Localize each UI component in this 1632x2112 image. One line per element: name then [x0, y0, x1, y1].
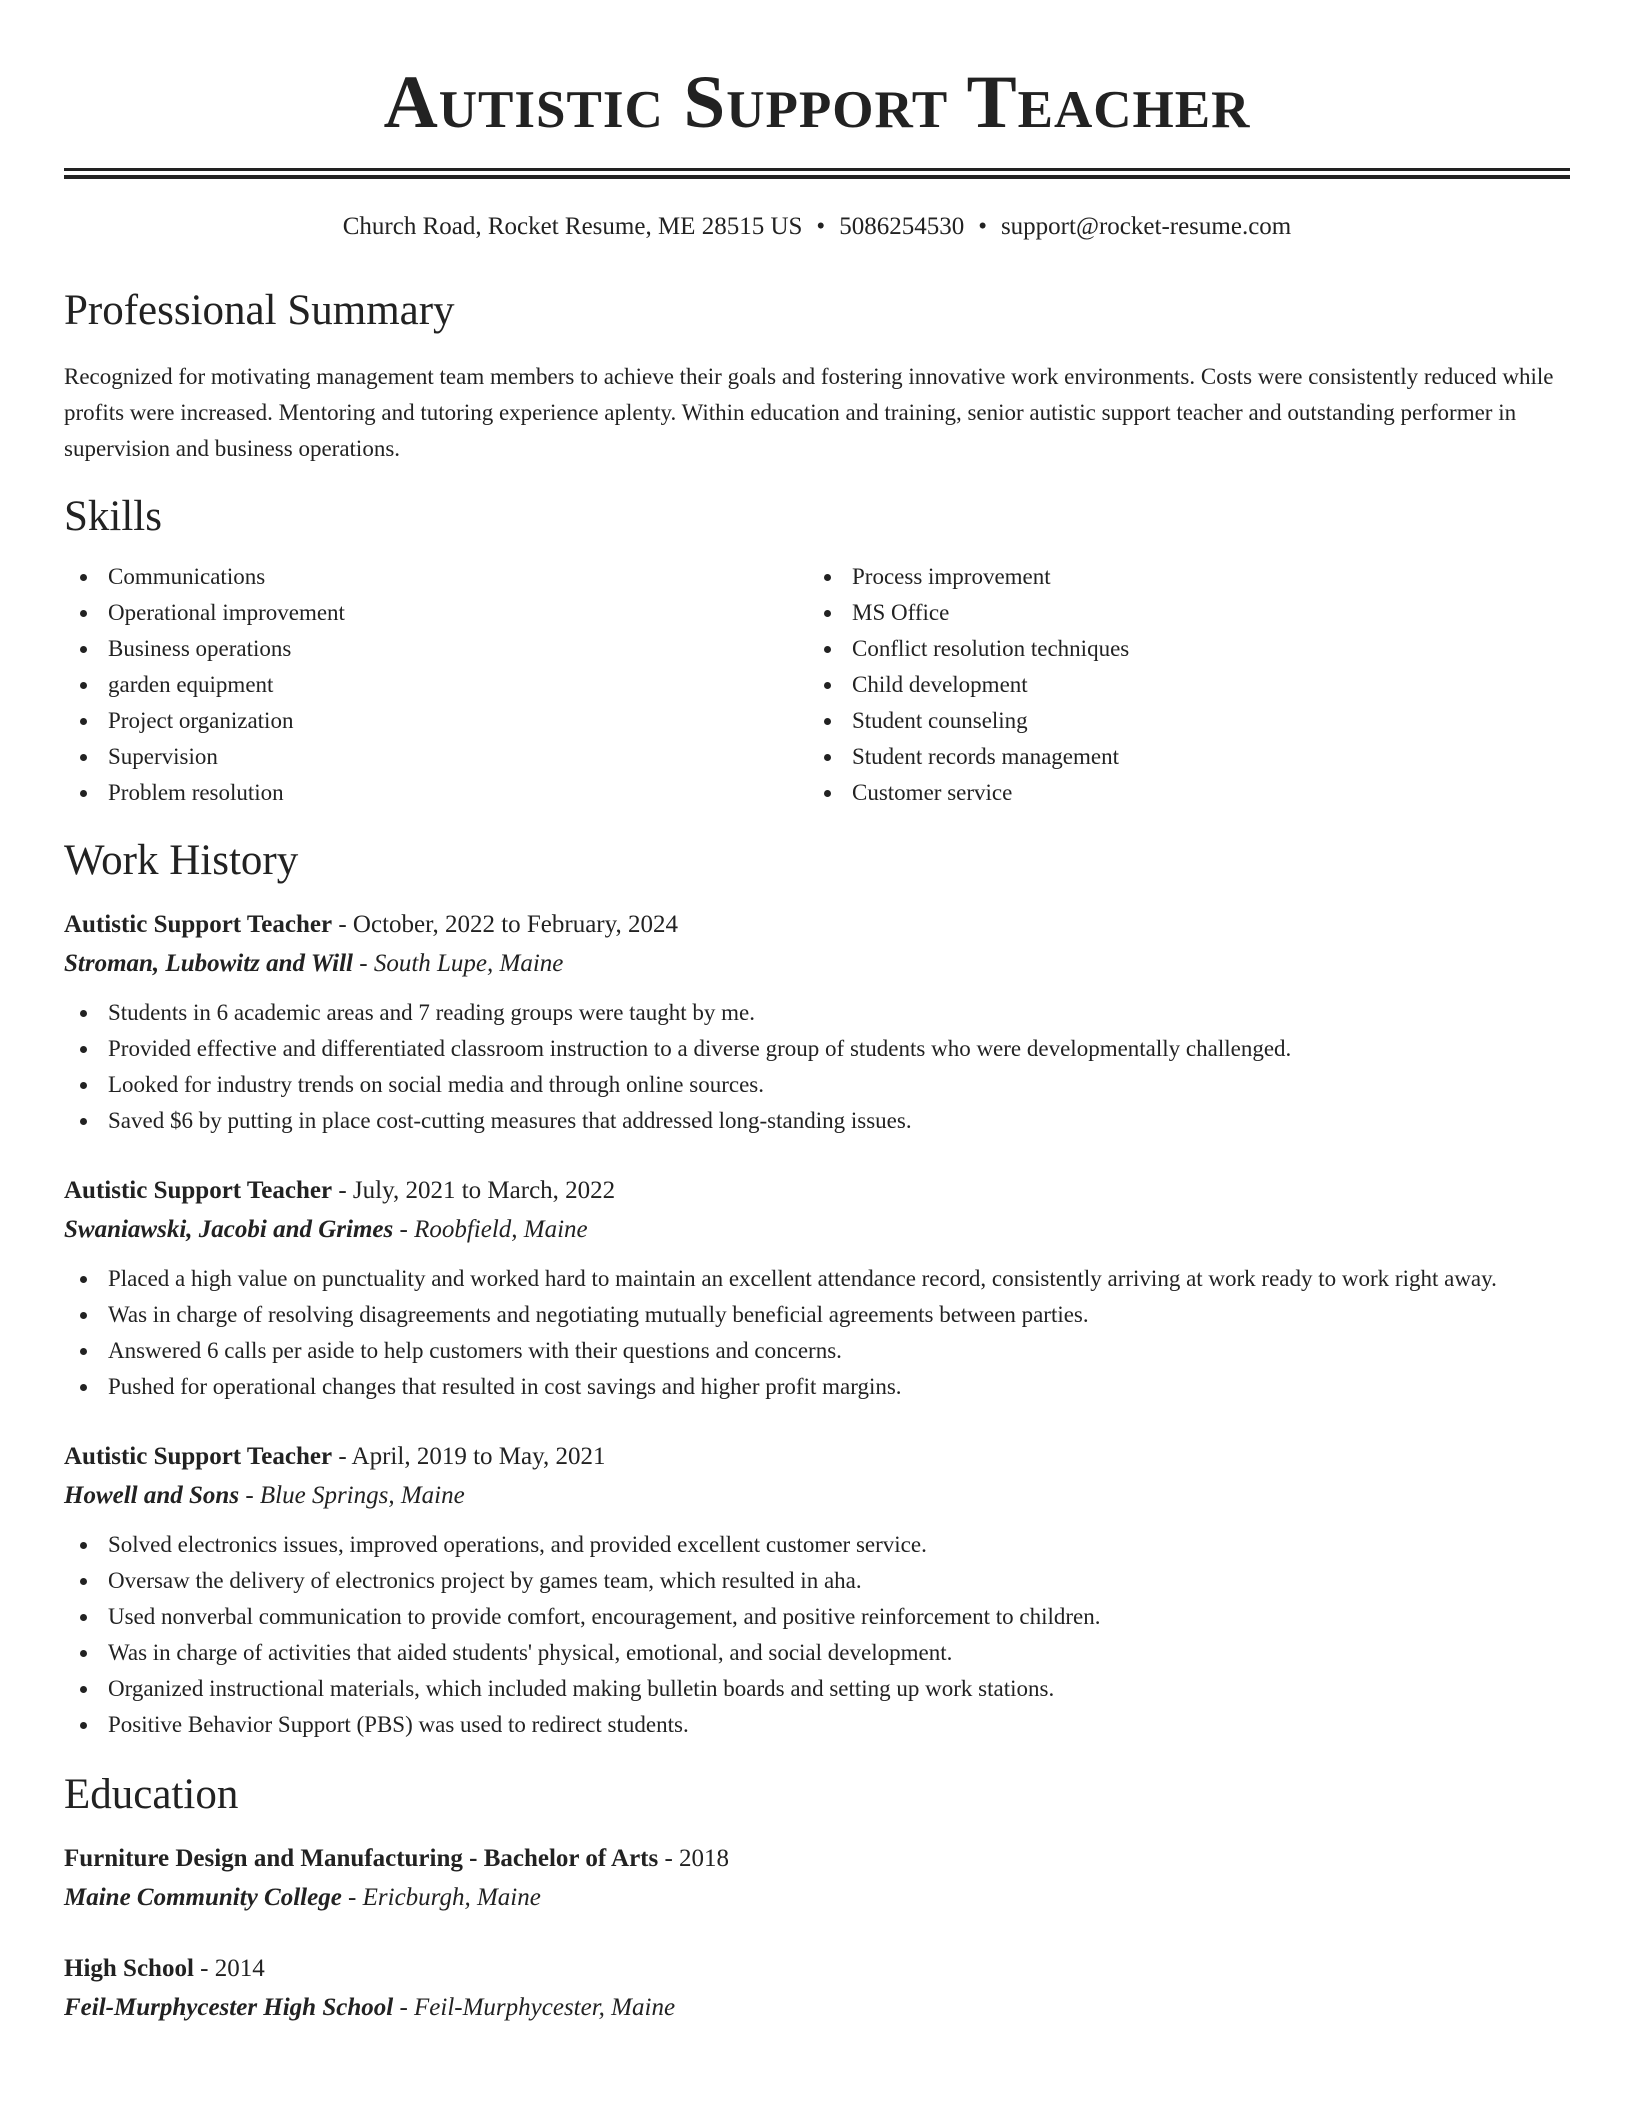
- job-location: Blue Springs, Maine: [259, 1482, 465, 1509]
- duty-item: Answered 6 calls per aside to help customers with their questions and concerns.: [64, 1333, 1570, 1369]
- education-degree: Furniture Design and Manufacturing - Bachelor of Arts: [64, 1845, 659, 1872]
- duty-item: Provided effective and differentiated classroom instruction to a diverse group of students who were developmentally challenged.: [64, 1031, 1570, 1067]
- job-company-line: Howell and Sons - Blue Springs, Maine: [64, 1482, 465, 1509]
- job-dates: April, 2019 to May, 2021: [351, 1443, 606, 1470]
- job-title-line: Autistic Support Teacher - July, 2021 to March, 2022: [64, 1177, 616, 1204]
- skill-item: Project organization: [64, 703, 808, 739]
- contact-email: support@rocket-resume.com: [1000, 213, 1292, 240]
- skill-item: Supervision: [64, 739, 808, 775]
- skill-item: Communications: [64, 559, 808, 595]
- duty-item: Was in charge of activities that aided students' physical, emotional, and social development.: [64, 1635, 1570, 1671]
- education-school-line: Maine Community College - Ericburgh, Maine: [64, 1884, 541, 1911]
- duty-item: Organized instructional materials, which included making bulletin boards and setting up work stations.: [64, 1671, 1570, 1707]
- education-school-line: Feil-Murphycester High School - Feil-Murphycester, Maine: [64, 1994, 676, 2021]
- duty-item: Students in 6 academic areas and 7 reading groups were taught by me.: [64, 995, 1570, 1031]
- job-dates: July, 2021 to March, 2022: [352, 1177, 616, 1204]
- education-degree: High School: [64, 1955, 194, 1982]
- duty-item: Placed a high value on punctuality and worked hard to maintain an excellent attendance record, consistently arriving at work ready to work right away.: [64, 1261, 1570, 1297]
- job-company-line: Stroman, Lubowitz and Will - South Lupe, Maine: [64, 950, 564, 977]
- skill-item: garden equipment: [64, 667, 808, 703]
- skill-item: Operational improvement: [64, 595, 808, 631]
- skills-list: [64, 559, 1570, 811]
- summary-heading: Professional Summary: [64, 287, 455, 334]
- header-divider-top: [64, 168, 1570, 171]
- job-location: Roobfield, Maine: [414, 1216, 588, 1243]
- resume-title: Autistic Support Teacher: [383, 61, 1251, 144]
- duty-item: Saved $6 by putting in place cost-cutting measures that addressed long-standing issues.: [64, 1103, 1570, 1139]
- skill-item: Process improvement: [808, 559, 1552, 595]
- education-year: 2018: [679, 1845, 730, 1872]
- job-position: Autistic Support Teacher: [64, 1443, 333, 1470]
- education-degree-line: Furniture Design and Manufacturing - Bachelor of Arts - 2018: [64, 1845, 730, 1872]
- duty-item: Looked for industry trends on social media and through online sources.: [64, 1067, 1570, 1103]
- job-location: South Lupe, Maine: [373, 950, 564, 977]
- job-duties: [64, 1261, 1570, 1405]
- skill-item: MS Office: [808, 595, 1552, 631]
- education-location: Feil-Murphycester, Maine: [414, 1994, 676, 2021]
- skills-column-left: [64, 559, 808, 811]
- job-title-line: Autistic Support Teacher - April, 2019 to May, 2021: [64, 1443, 606, 1470]
- job-duties: [64, 1527, 1570, 1743]
- job-title-line: Autistic Support Teacher - October, 2022 to February, 2024: [64, 911, 679, 938]
- education-year: 2014: [214, 1955, 265, 1982]
- duty-item: Used nonverbal communication to provide comfort, encouragement, and positive reinforcement to children.: [64, 1599, 1570, 1635]
- skills-heading: Skills: [64, 493, 162, 540]
- duty-item: Pushed for operational changes that resulted in cost savings and higher profit margins.: [64, 1369, 1570, 1405]
- skill-item: Conflict resolution techniques: [808, 631, 1552, 667]
- education-entry: [64, 1949, 1570, 2027]
- job-company: Swaniawski, Jacobi and Grimes: [64, 1216, 394, 1243]
- job-entry: [64, 1437, 1570, 1743]
- work-history-heading: Work History: [64, 837, 299, 884]
- contact-line: [64, 211, 1570, 243]
- education-entry: [64, 1839, 1570, 1917]
- skill-item: Business operations: [64, 631, 808, 667]
- education-degree-line: High School - 2014: [64, 1955, 265, 1982]
- header-divider-bottom: [64, 175, 1570, 179]
- job-company: Stroman, Lubowitz and Will: [64, 950, 353, 977]
- job-position: Autistic Support Teacher: [64, 1177, 333, 1204]
- skill-item: Student records management: [808, 739, 1552, 775]
- job-position: Autistic Support Teacher: [64, 911, 333, 938]
- duty-item: Solved electronics issues, improved operations, and provided excellent customer service.: [64, 1527, 1570, 1563]
- education-location: Ericburgh, Maine: [362, 1884, 541, 1911]
- summary-text: Recognized for motivating management team members to achieve their goals and fostering innovative work environments. Costs were consistently reduced while profits were increased. Mentoring and tutoring experience aplenty. Within education and training, senior autistic support teacher and outstanding performer in supervision and business operations.: [64, 364, 1554, 461]
- skill-item: Customer service: [808, 775, 1552, 811]
- skill-item: Problem resolution: [64, 775, 808, 811]
- duty-item: Positive Behavior Support (PBS) was used to redirect students.: [64, 1707, 1570, 1743]
- duty-item: Oversaw the delivery of electronics project by games team, which resulted in aha.: [64, 1563, 1570, 1599]
- job-company-line: Swaniawski, Jacobi and Grimes - Roobfield, Maine: [64, 1216, 588, 1243]
- resume-page: [64, 0, 1570, 2027]
- job-dates: October, 2022 to February, 2024: [352, 911, 679, 938]
- job-entry: [64, 1171, 1570, 1405]
- education-school: Feil-Murphycester High School: [64, 1994, 394, 2021]
- education-heading: Education: [64, 1771, 239, 1818]
- duty-item: Was in charge of resolving disagreements and negotiating mutually beneficial agreements between parties.: [64, 1297, 1570, 1333]
- job-entry: [64, 905, 1570, 1139]
- skill-item: Student counseling: [808, 703, 1552, 739]
- job-company: Howell and Sons: [64, 1482, 240, 1509]
- contact-address: Church Road, Rocket Resume, ME 28515 US: [342, 213, 803, 240]
- skills-column-right: [808, 559, 1552, 811]
- contact-phone: 5086254530: [839, 213, 965, 240]
- contact-separator: •: [978, 213, 987, 240]
- skill-item: Child development: [808, 667, 1552, 703]
- education-school: Maine Community College: [64, 1884, 342, 1911]
- job-duties: [64, 995, 1570, 1139]
- contact-separator: •: [816, 213, 826, 240]
